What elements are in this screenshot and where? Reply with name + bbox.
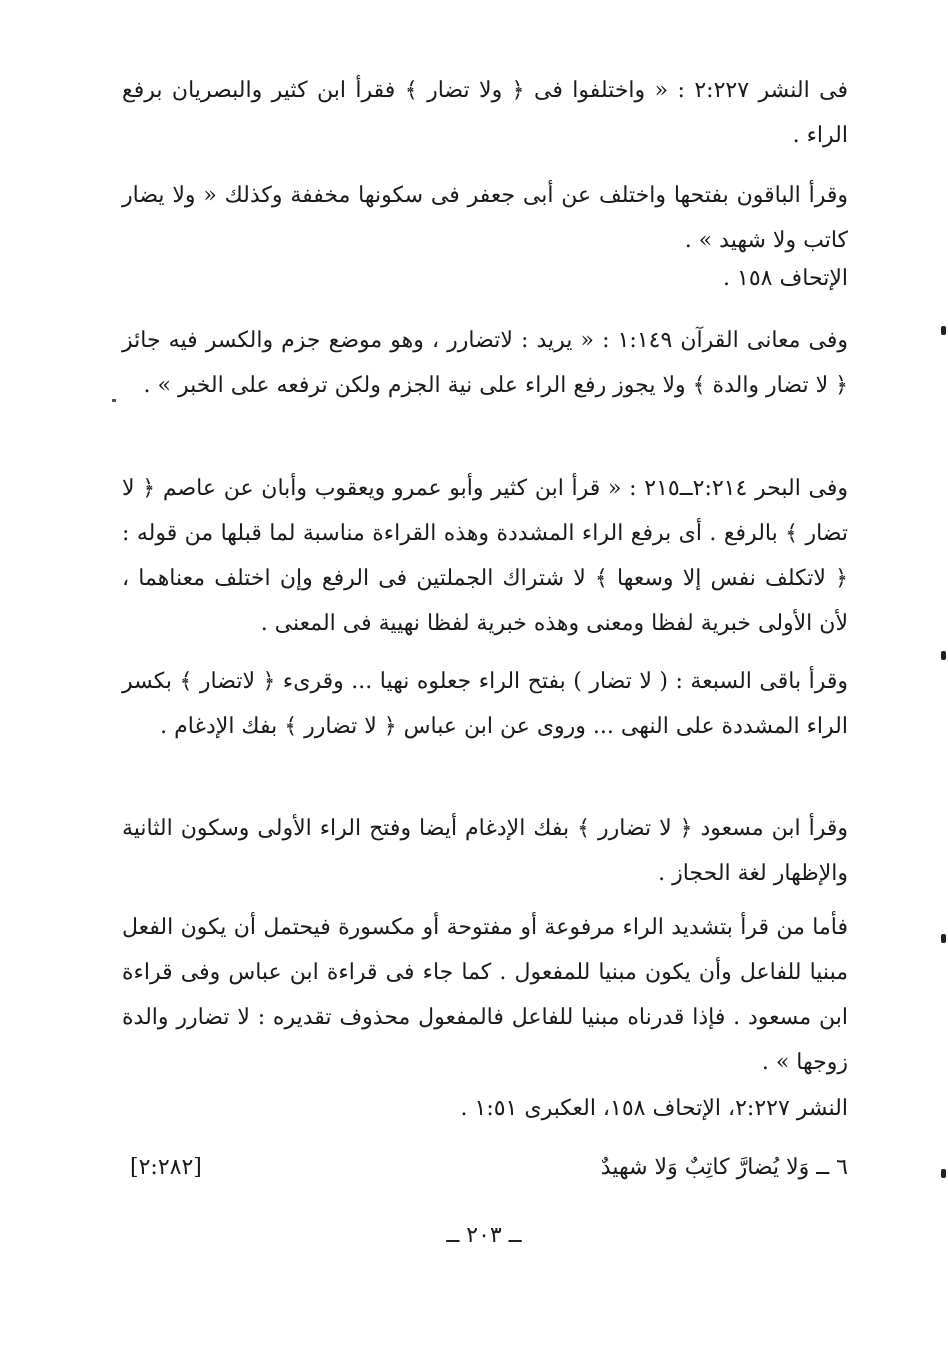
scan-edge-mark [941, 651, 946, 660]
paragraph-bahr: وفى البحر ٢:٢١٤ــ٢١٥ : « قرأ ابن كثير وأبو عمرو ويعقوب وأبان عن عاصم ﴿ لا تضار ﴾ بالرفع . أى برفع الراء المشددة وهذه القراءة مناسبة لما قبلها من قوله : ﴿ لاتكلف نفس إلا وسعها ﴾ لا شتراك الجملتين فى الرفع وإن اختلف معناهما ، لأن الأولى خبرية لفظا ومعنى وهذه خبرية لفظا نهيية فى المعنى . [122, 476, 848, 636]
scan-edge-mark [941, 1169, 946, 1178]
paragraph-maani: وفى معانى القرآن ١:١٤٩ : « يريد : لاتضارر ، وهو موضع جزم والكسر فيه جائز ﴿ لا تضار والدة ﴾ ولا يجوز رفع الراء على نية الجزم ولكن ترفعه على الخبر » . [122, 328, 848, 398]
paragraph-tashdid: فأما من قرأ بتشديد الراء مرفوعة أو مفتوحة أو مكسورة فيحتمل أن يكون الفعل مبنيا للفاعل وأن يكون مبنيا للمفعول . كما جاء فى قراءة ابن عباس وفى قراءة ابن مسعود . فإذا قدرناه مبنيا للفاعل فالمفعول محذوف تقديره : لا تضارر والدة زوجها » . [122, 915, 848, 1075]
scan-speck [112, 399, 116, 402]
scan-edge-mark [941, 326, 946, 335]
verse-heading [122, 1145, 848, 1190]
paragraph-baqun: وقرأ الباقون بفتحها واختلف عن أبى جعفر فى سكونها مخففة وكذلك « ولا يضار كاتب ولا شهيد » . [122, 183, 848, 253]
paragraph-sabaa: وقرأ باقى السبعة : ( لا تضار ) بفتح الراء جعلوه نهيا ... وقرىء ﴿ لاتضار ﴾ بكسر الراء المشددة على النهى ... وروى عن ابن عباس ﴿ لا تضارر ﴾ بفك الإدغام . [122, 669, 848, 739]
paragraph-ibn-masud: وقرأ ابن مسعود ﴿ لا تضارر ﴾ بفك الإدغام أيضا وفتح الراء الأولى وسكون الثانية والإظهار لغة الحجاز . [122, 816, 848, 886]
paragraph-nashr: فى النشر ٢:٢٢٧ : « واختلفوا فى ﴿ ولا تضار ﴾ فقرأ ابن كثير والبصريان برفع الراء . [122, 78, 849, 148]
citation-sources: النشر ٢:٢٢٧، الإتحاف ١٥٨، العكبرى ١:٥١ . [460, 1096, 848, 1121]
page-number: ــ ٢٠٣ ــ [446, 1223, 522, 1248]
scan-edge-mark [941, 934, 946, 943]
citation-ithaf: الإتحاف ١٥٨ . [723, 266, 848, 291]
verse-reference: [٢:٢٨٢] [130, 1155, 202, 1180]
verse-text: ٦ ــ وَلا يُضارَّ كاتِبٌ وَلا شهيدٌ [600, 1155, 848, 1180]
